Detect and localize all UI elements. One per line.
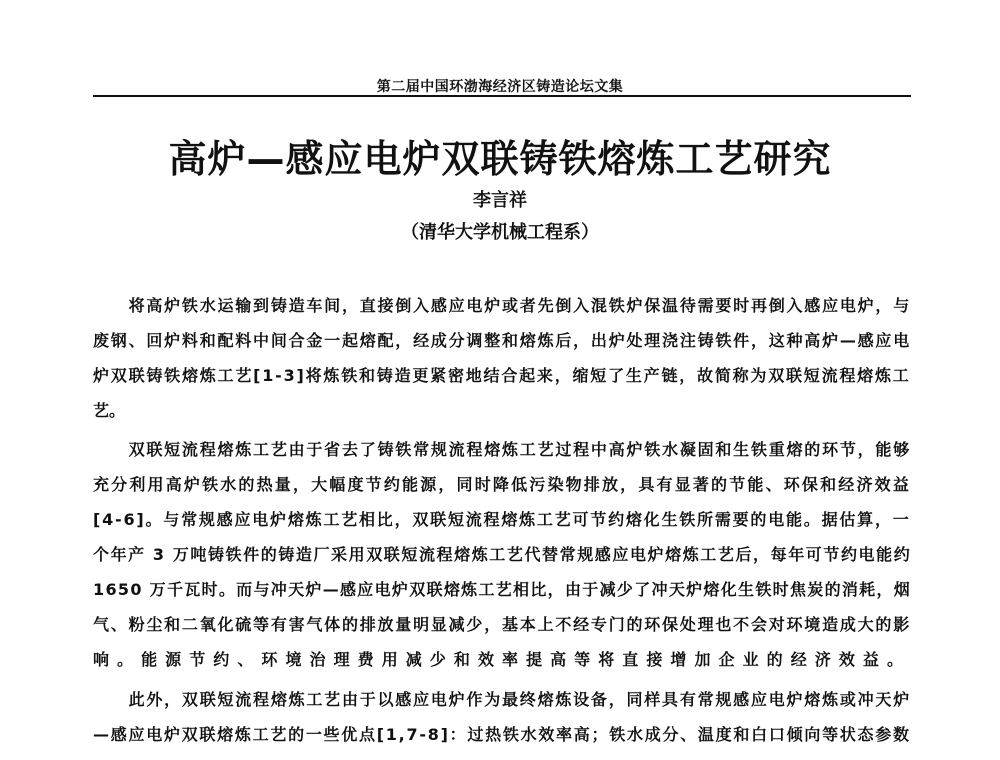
body-line: 1650 万千瓦时。而与冲天炉—感应电炉双联熔炼工艺相比，由于减少了冲天炉熔化生铁时焦炭的消耗，烟: [93, 580, 912, 599]
body-line: 废钢、回炉料和配料中间合金一起熔配，经成分调整和熔炼后，出炉处理浇注铸铁件，这种高炉—感应电: [93, 331, 912, 350]
body-line: 气、粉尘和二氧化硫等有害气体的排放量明显减少，基本上不经专门的环保处理也不会对环境造成大的影: [93, 615, 912, 634]
body-line: 充分利用高炉铁水的热量，大幅度节约能源，同时降低污染物排放，具有显著的节能、环保和经济效益: [93, 475, 912, 494]
body-line: 炉双联铸铁熔炼工艺[1-3]将炼铁和铸造更紧密地结合起来，缩短了生产链，故简称为双联短流程熔炼工: [93, 366, 911, 385]
body-line: 个年产 3 万吨铸铁件的铸造厂采用双联短流程熔炼工艺代替常规感应电炉熔炼工艺后，每年可节约电能约: [93, 545, 912, 564]
author-affiliation: （清华大学机械工程系）: [401, 222, 599, 243]
body-line: 此外，双联短流程熔炼工艺由于以感应电炉作为最终熔炼设备，同样具有常规感应电炉熔炼或冲天炉: [93, 690, 912, 709]
body-line: 响。能源节约、环境治理费用减少和效率提高等将直接增加企业的经济效益。: [93, 650, 912, 669]
header-rule: [93, 95, 911, 97]
body-line: 艺。: [93, 401, 126, 420]
running-header: 第二届中国环渤海经济区铸造论坛文集: [376, 79, 624, 95]
body-line: 双联短流程熔炼工艺由于省去了铸铁常规流程熔炼工艺过程中高炉铁水凝固和生铁重熔的环节，能够: [93, 440, 912, 459]
body-line: [4-6]。与常规感应电炉熔炼工艺相比，双联短流程熔炼工艺可节约熔化生铁所需要的电能。据估算，一: [93, 510, 911, 529]
body-line: 将高炉铁水运输到铸造车间，直接倒入感应电炉或者先倒入混铁炉保温待需要时再倒入感应电炉，与: [93, 296, 912, 315]
paper-title: 高炉—感应电炉双联铸铁熔炼工艺研究: [168, 137, 832, 181]
body-line: —感应电炉双联熔炼工艺的一些优点[1,7-8]：过热铁水效率高；铁水成分、温度和白口倾向等状态参数: [93, 725, 911, 744]
author-name: 李言祥: [473, 190, 527, 211]
